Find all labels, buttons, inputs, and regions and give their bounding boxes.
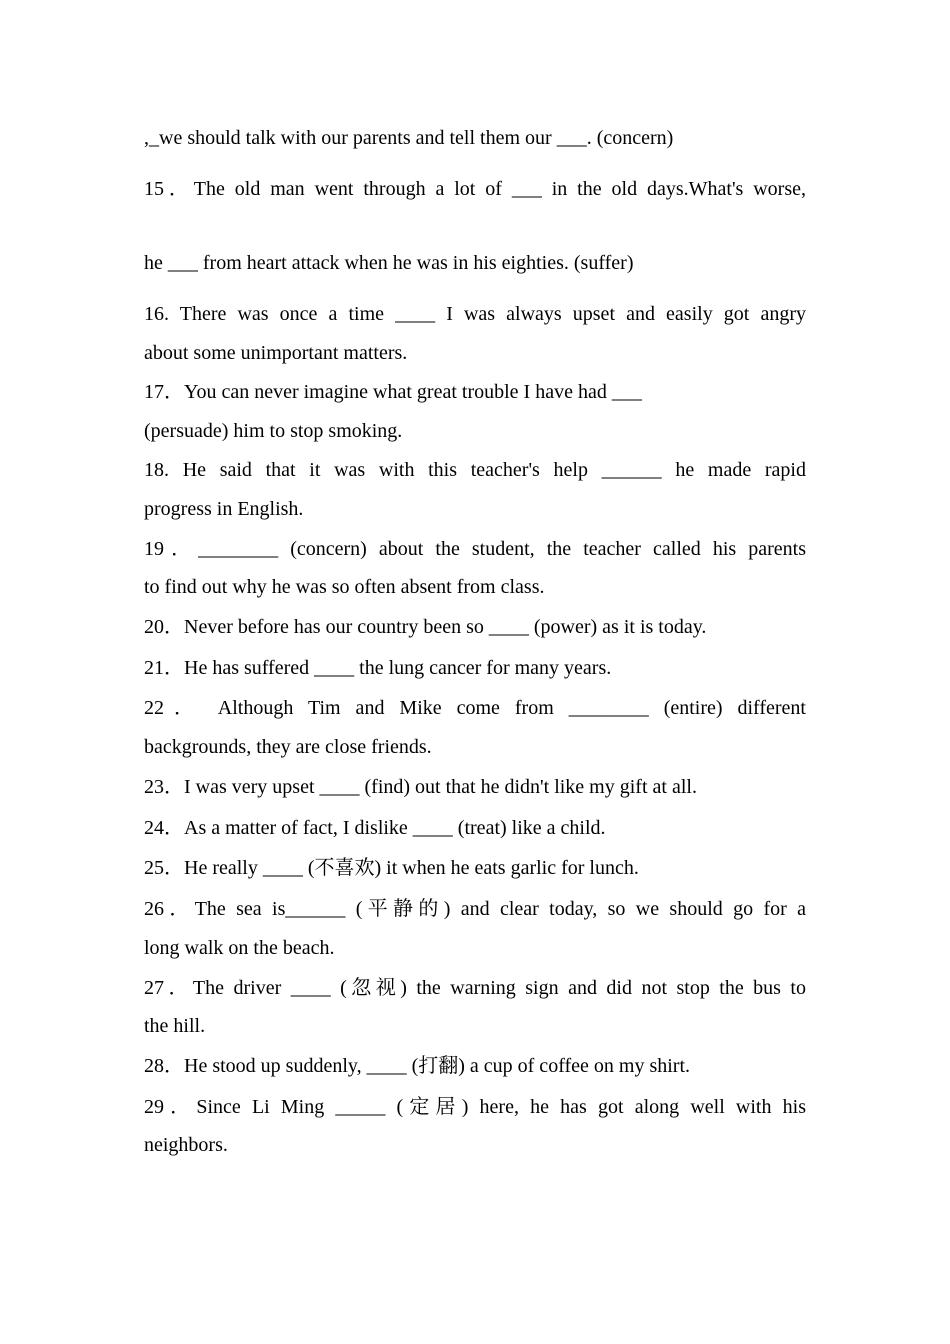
question-21: 21．He has suffered ____ the lung cancer for many years. (144, 657, 612, 679)
text-line: backgrounds, they are close friends. (144, 736, 432, 758)
question-23: 23．I was very upset ____ (find) out that he didn't like my gift at all. (144, 776, 697, 798)
question-28: 28．He stood up suddenly, ____ (打翻) a cup of coffee on my shirt. (144, 1055, 691, 1077)
text-line: (persuade) him to stop smoking. (144, 420, 403, 442)
text-line: neighbors. (144, 1134, 228, 1156)
text-line: about some unimportant matters. (144, 342, 408, 364)
question-29: 29．Since Li Ming _____ (定居) here, he has got along well with his (144, 1096, 806, 1118)
question-22: 22． Although Tim and Mike come from ________ (entire) different (144, 697, 806, 719)
question-17: 17．You can never imagine what great trouble I have had ___ (144, 381, 642, 403)
question-27: 27．The driver ____ (忽视) the warning sign and did not stop the bus to (144, 977, 806, 999)
question-18: 18. He said that it was with this teacher's help ______ he made rapid (144, 459, 806, 481)
question-25: 25．He really ____ (不喜欢) it when he eats garlic for lunch. (144, 857, 639, 879)
question-16: 16. There was once a time ____ I was always upset and easily got angry (144, 303, 806, 325)
question-26: 26．The sea is______ (平静的) and clear today, so we should go for a (144, 898, 806, 920)
question-15: 15．The old man went through a lot of ___ in the old days.What's worse, (144, 178, 806, 200)
text-line: ,_we should talk with our parents and tell them our ___. (concern) (144, 127, 674, 149)
text-line: he ___ from heart attack when he was in his eighties. (suffer) (144, 252, 634, 274)
question-24: 24．As a matter of fact, I dislike ____ (treat) like a child. (144, 817, 606, 839)
text-line: the hill. (144, 1015, 206, 1037)
question-20: 20．Never before has our country been so ____ (power) as it is today. (144, 616, 707, 638)
text-line: long walk on the beach. (144, 937, 335, 959)
text-line: progress in English. (144, 498, 304, 520)
text-line: to find out why he was so often absent from class. (144, 576, 545, 598)
question-19: 19．________ (concern) about the student, the teacher called his parents (144, 538, 806, 560)
